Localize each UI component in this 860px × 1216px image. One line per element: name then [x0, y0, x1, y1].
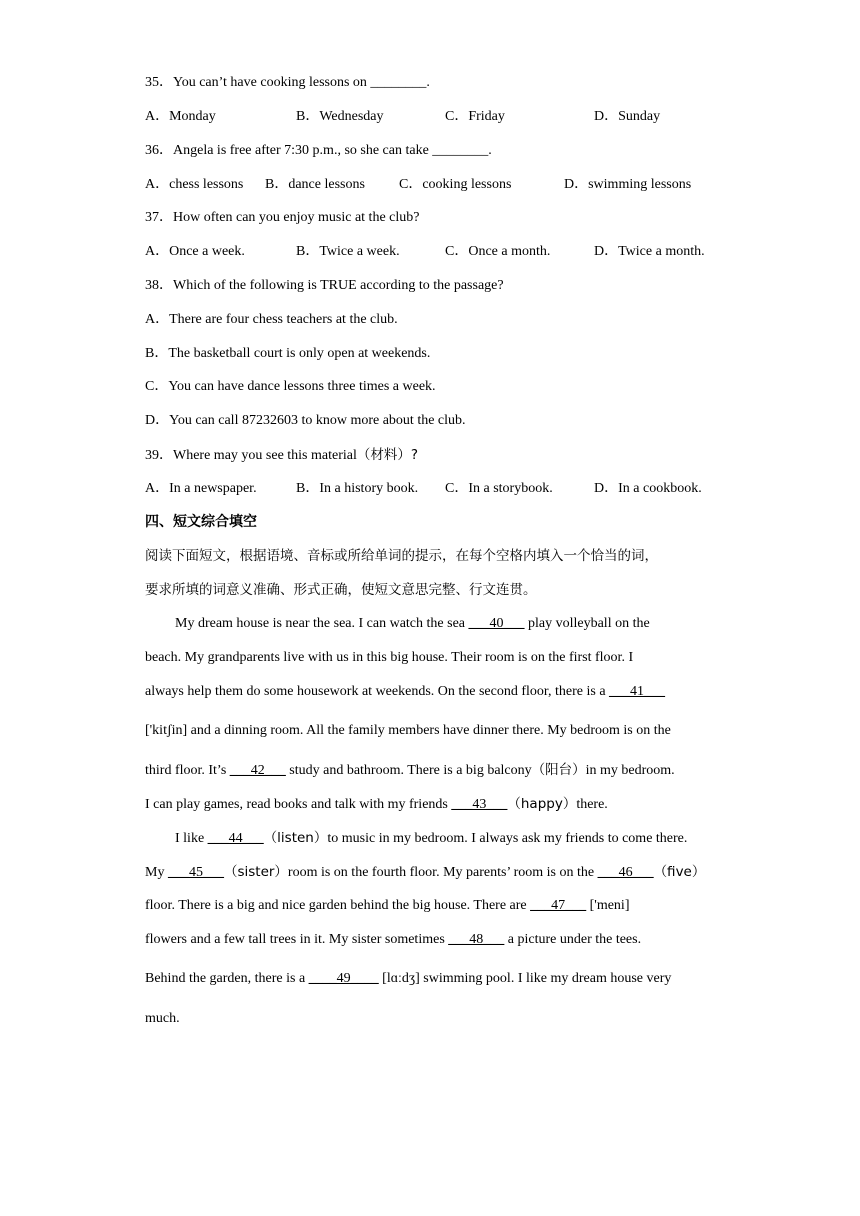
question-38-stem: 38．Which of the following is TRUE according to the passage? — [145, 278, 504, 293]
blank-47: ___47___ — [530, 898, 587, 913]
question-39-stem-en: 39．Where may you see this material — [145, 448, 357, 463]
passage-line-10: flowers and a few tall trees in it. My sister sometimes ___48___ a picture under the tees. — [145, 932, 642, 947]
question-38-option-a: A．There are four chess teachers at the club. — [145, 312, 398, 327]
blank-41: ___41___ — [609, 684, 666, 699]
question-39-option-a: A．In a newspaper. — [145, 481, 257, 496]
passage-line-1: My dream house is near the sea. I can watch the sea ___40___ play volleyball on the — [175, 616, 650, 631]
section-instructions-line-2: 要求所填的词意义准确、形式正确，使短文意思完整、行文连贯。 — [145, 582, 537, 598]
question-38-option-b: B．The basketball court is only open at weekends. — [145, 346, 431, 361]
question-35-option-d: D．Sunday — [594, 109, 661, 124]
question-39-option-c: C．In a storybook. — [445, 481, 553, 496]
question-35-option-a: A．Monday — [145, 109, 216, 124]
passage-line-2: beach. My grandparents live with us in this big house. Their room is on the first floor. I — [145, 650, 634, 665]
question-36-option-a: A．chess lessons — [145, 177, 244, 192]
blank-48: ___48___ — [448, 932, 505, 947]
passage-line-4: ['kitʃin] and a dinning room. All the family members have dinner there. My bedroom is on the — [145, 723, 671, 738]
question-39-stem — [145, 446, 418, 465]
blank-40: ___40___ — [468, 616, 525, 631]
question-35-stem: 35．You can’t have cooking lessons on ________. — [145, 75, 430, 90]
question-36-option-b: B．dance lessons — [265, 177, 365, 192]
blank-46: ___46___ — [597, 865, 654, 880]
blank-45: ___45___ — [167, 865, 224, 880]
question-37-option-a: A．Once a week. — [145, 244, 245, 259]
question-37-stem: 37．How often can you enjoy music at the club? — [145, 210, 420, 225]
blank-42: ___42___ — [229, 763, 286, 778]
question-39-option-d: D．In a cookbook. — [594, 481, 702, 496]
section-heading: 四、短文综合填空 — [145, 514, 257, 530]
blank-43: ___43___ — [451, 797, 508, 812]
question-38-option-d: D．You can call 87232603 to know more about the club. — [145, 413, 466, 428]
passage-line-9: floor. There is a big and nice garden behind the big house. There are ___47___ ['meni] — [145, 898, 630, 913]
passage-line-6: I can play games, read books and talk with my friends ___43___（happy）there. — [145, 796, 608, 812]
blank-44: ___44___ — [207, 831, 264, 846]
blank-49: ____49____ — [308, 971, 379, 986]
passage-line-5: third floor. It’s ___42___ study and bathroom. There is a big balcony（阳台）in my bedroom. — [145, 762, 675, 778]
section-instructions-line-1: 阅读下面短文，根据语境、音标或所给单词的提示，在每个空格内填入一个恰当的词， — [145, 548, 658, 564]
passage-line-3: always help them do some housework at weekends. On the second floor, there is a ___41___ — [145, 684, 666, 699]
question-36-option-c: C．cooking lessons — [399, 177, 512, 192]
question-38-option-c: C．You can have dance lessons three times a week. — [145, 379, 436, 394]
question-35-option-c: C．Friday — [445, 109, 505, 124]
passage-line-12: much. — [145, 1011, 180, 1026]
question-36-option-d: D．swimming lessons — [564, 177, 692, 192]
question-37-option-d: D．Twice a month. — [594, 244, 705, 259]
question-39-option-b: B．In a history book. — [296, 481, 419, 496]
passage-line-8: My ___45___（sister）room is on the fourth floor. My parents’ room is on the ___46___（five） — [145, 864, 706, 880]
question-35-option-b: B．Wednesday — [296, 109, 384, 124]
question-36-stem: 36．Angela is free after 7:30 p.m., so she can take ________. — [145, 143, 492, 158]
question-39-stem-cn: （材料）? — [356, 447, 419, 463]
question-37-option-c: C．Once a month. — [445, 244, 551, 259]
passage-line-11: Behind the garden, there is a ____49____ [lɑːdʒ] swimming pool. I like my dream house very — [145, 971, 672, 986]
passage-line-7: I like ___44___（listen）to music in my bedroom. I always ask my friends to come there. — [175, 830, 688, 846]
question-37-option-b: B．Twice a week. — [296, 244, 400, 259]
